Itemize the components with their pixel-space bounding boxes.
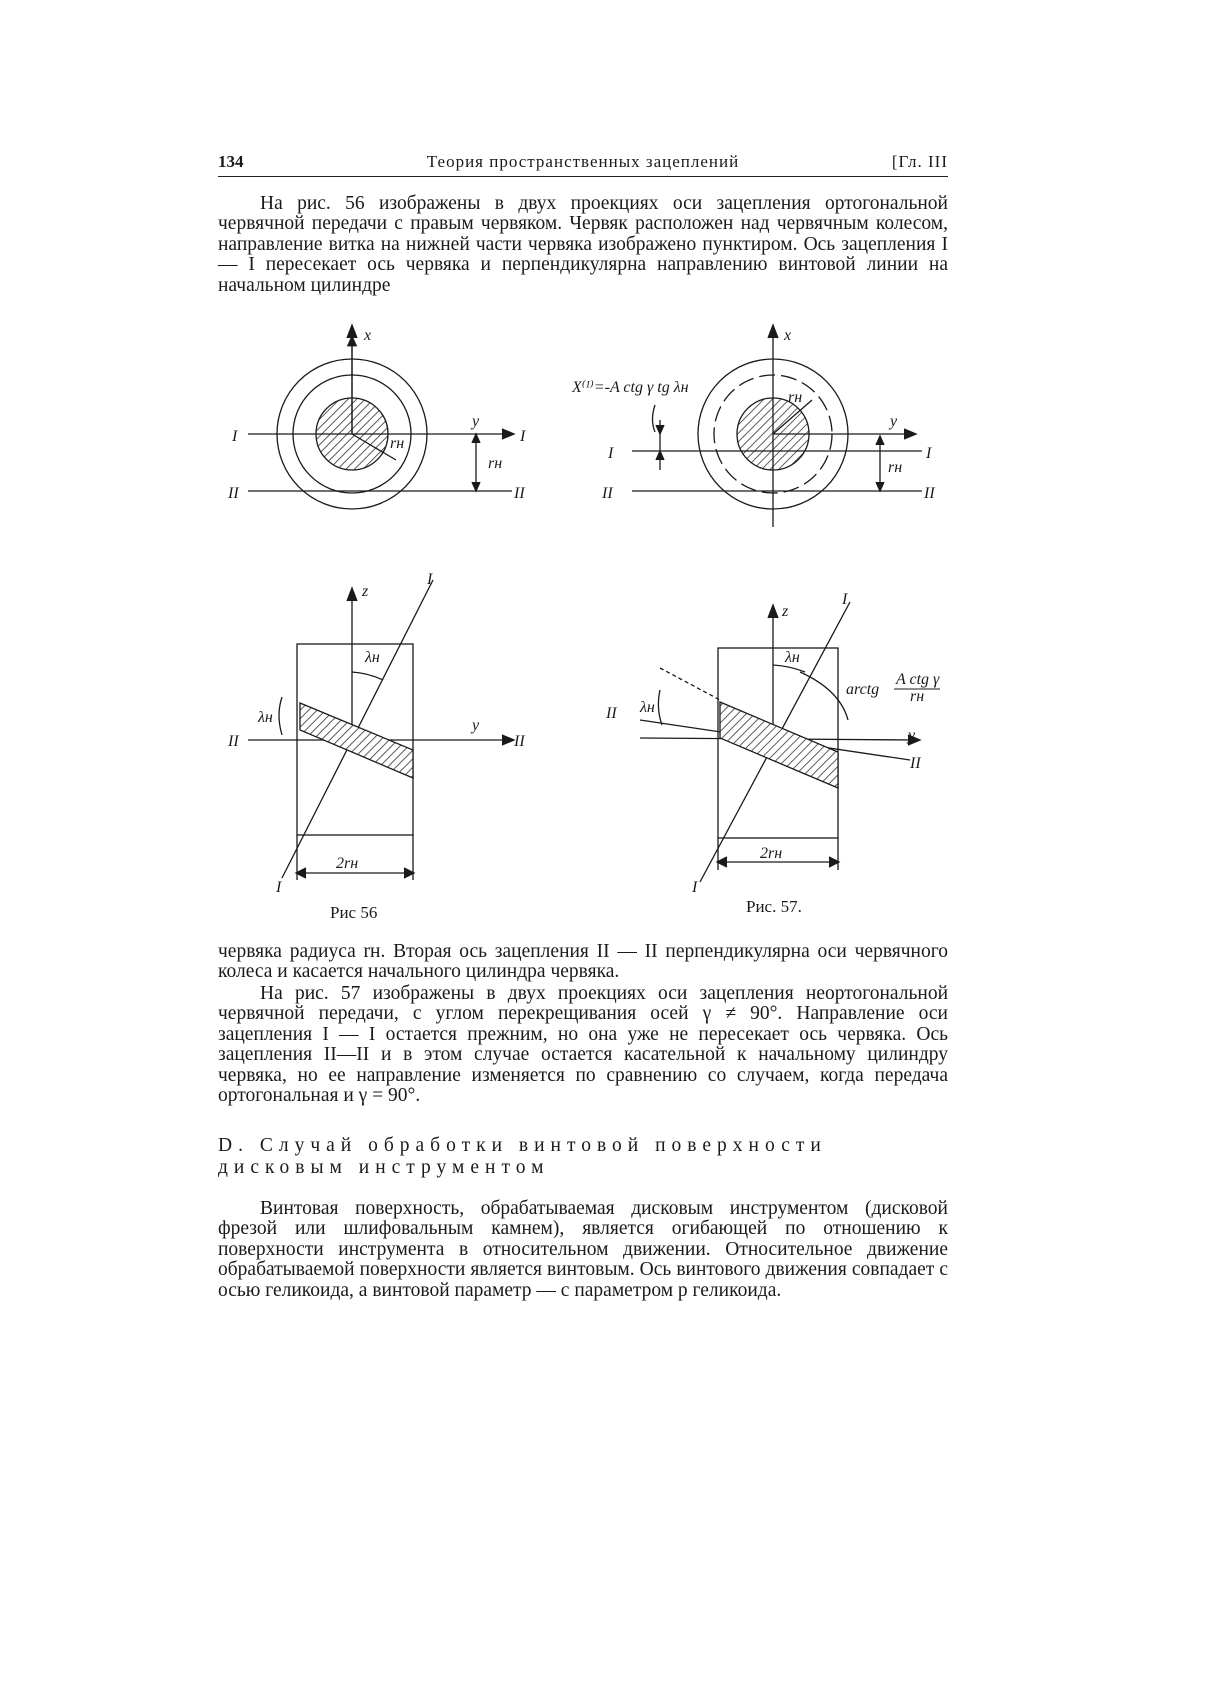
fig57-II-right: II [924,485,935,502]
fig57-rH-offset: rн [888,459,903,476]
fig56-II-side-right: II [514,733,525,750]
fig57-top-view [632,325,922,527]
fig56-II-side-left: II [228,733,239,750]
fig57-angle-prefix: arctg [846,681,880,698]
paragraph-section-d: Винтовая поверхность, обрабатываемая дисковым инструментом (дисковой фрезой или шлифовальным камнем), является огибающей по отношению к поверхности инструмента в относительном движении. Относительное движение обрабатываемой поверхности является винтовым. Ось винтового движения совпадает с осью геликоида, а винтовой параметр — с параметром p геликоида. [218,1198,948,1301]
fig56-x-label: x [364,327,372,344]
fig56-rH-label: rн [390,435,405,452]
fig57-I-bottom: I [692,879,698,896]
fig57-I-top: I [842,591,848,608]
section-heading: D. Случай обработки винтовой поверхности дисковым инструментом [218,1135,827,1178]
fig57-lambda-top: λн [785,649,800,666]
fig57-offset-formula: X⁽ᴵ⁾=-A ctg γ tg λн [572,379,689,396]
page-number: 134 [218,152,244,171]
fig56-I-right: I [520,428,526,445]
fig56-II-right: II [514,485,525,502]
fig56-I-top: I [427,571,433,588]
fig57-z-label: z [782,603,789,620]
fig57-angle-num: A ctg γ [896,671,940,688]
fig57-angle-den: rн [910,688,925,705]
running-title: Теория пространственных зацеплений [426,152,740,171]
fig57-rH-label: rн [788,389,803,406]
fig57-caption: Рис. 57. [746,897,802,916]
fig57-y-label: y [890,413,898,430]
fig56-caption: Рис 56 [330,903,378,922]
fig56-2rH-label: 2rн [336,855,359,872]
paragraph-intro: На рис. 56 изображены в двух проекциях оси зацепления ортогональной червячной передачи с правым червяком. Червяк расположен над червячным колесом, направление витка на нижней части червяка изображено пунктиром. Ось зацепления I — I пересекает ось червяка и перпендикулярна направлению винтовой линии на начальном цилиндре [218,193,948,296]
fig57-I-left: I [608,445,614,462]
fig57-II-left: II [602,485,613,502]
fig56-y-label: y [472,413,480,430]
fig56-lambda-left: λн [258,709,273,726]
fig57-y-side: y [908,727,916,744]
fig57-side-view [640,602,920,882]
fig57-2rH-label: 2rн [760,845,783,862]
fig57-lambda-left: λн [640,699,655,716]
fig56-y-side: y [472,717,480,734]
paragraph-after-fig: червяка радиуса rн. Вторая ось зацепления II — II перпендикулярна оси червячного колеса и касается начального цилиндра червяка. [218,941,948,983]
fig56-I-bottom: I [276,879,282,896]
fig56-rH-offset: rн [488,455,503,472]
paragraph-fig57: На рис. 57 изображены в двух проекциях оси зацепления неортогональной червячной передачи, с углом перекрещивания осей γ ≠ 90°. Направление оси зацепления I — I остается прежним, но она уже не пересекает ось червяка. Ось зацепления II—II и в этом случае остается касательной к начальному цилиндру червяка, но ее направление изменяется по сравнению со случаем, когда передача ортогональная и γ = 90°. [218,983,948,1107]
chapter-label: [Гл. III [891,152,948,171]
fig57-x-label: x [784,327,792,344]
fig56-I-left: I [232,428,238,445]
fig56-z-label: z [362,583,369,600]
fig56-lambda-top: λн [365,649,380,666]
fig57-II-side-left: II [606,705,617,722]
fig57-II-side-right: II [910,755,921,772]
fig56-II-left: II [228,485,239,502]
fig57-I-right: I [926,445,932,462]
